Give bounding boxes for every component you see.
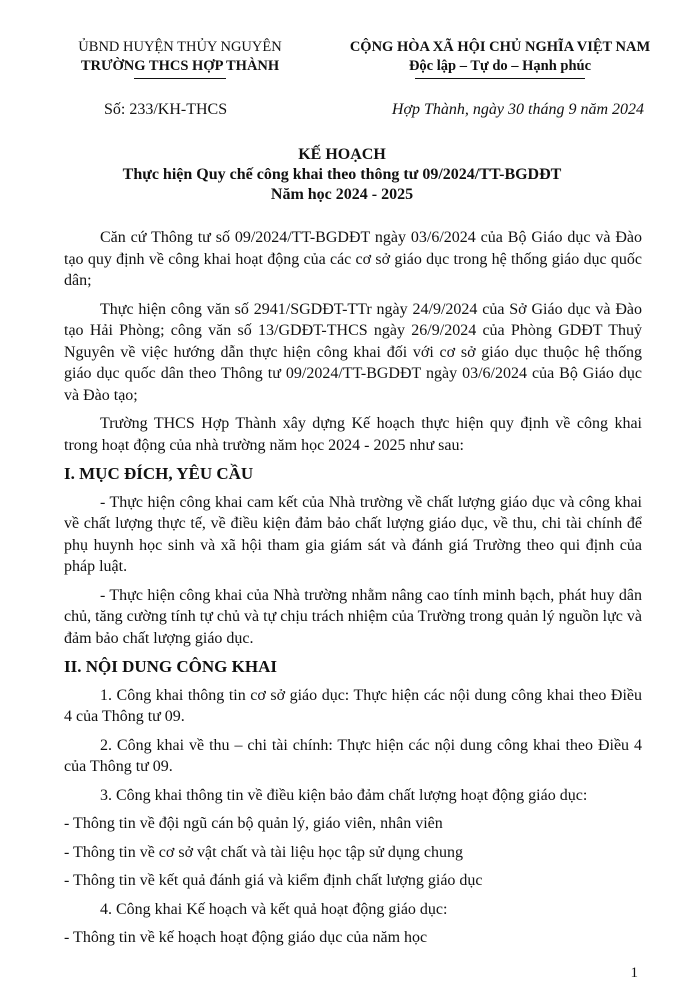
district-name: ỦBND HUYỆN THỦY NGUYÊN — [78, 39, 282, 55]
country-name: CỘNG HÒA XÃ HỘI CHỦ NGHĨA VIỆT NAM — [349, 39, 651, 55]
purpose-item: - Thực hiện công khai cam kết của Nhà trường về chất lượng giáo dục và công khai về chất lượng thực tế, về điều kiện đảm bảo chất lượng giáo dục, về thu, chi tài chính để phụ huynh học sinh và xã hội tham gia giám sát và đánh giá Trường theo qui định của pháp luật. — [64, 493, 642, 575]
document-body — [64, 227, 642, 956]
motto-underline — [415, 78, 585, 79]
motto: Độc lập – Tự do – Hạnh phúc — [408, 58, 592, 74]
national-motto — [340, 38, 660, 79]
issuing-authority — [60, 38, 300, 79]
content-item: 4. Công khai Kế hoạch và kết quả hoạt động giáo dục: — [100, 900, 448, 918]
content-item: 3. Công khai thông tin về điều kiện bảo đảm chất lượng hoạt động giáo dục: — [100, 786, 588, 804]
title-subject: Thực hiện Quy chế công khai theo thông tư 09/2024/TT-BGDĐT — [122, 166, 562, 183]
section-heading-purpose: I. MỤC ĐÍCH, YÊU CẦU — [64, 464, 254, 483]
purpose-item: - Thực hiện công khai của Nhà trường nhằm nâng cao tính minh bạch, phát huy dân chủ, tăng cường tính tự chủ và tự chịu trách nhiệm của Trường trong quản lý nguồn lực và đảm bảo chất lượng giáo dục. — [64, 586, 642, 647]
content-bullet: - Thông tin về đội ngũ cán bộ quản lý, giáo viên, nhân viên — [64, 815, 443, 832]
content-bullet: - Thông tin về kế hoạch hoạt động giáo dục của năm học — [64, 929, 428, 946]
paragraph-implementation: Thực hiện công văn số 2941/SGDĐT-TTr ngày 24/9/2024 của Sở Giáo dục và Đào tạo Hải Phòng; công văn số 13/GDĐT-THCS ngày 26/9/2024 của Phòng GDĐT Thuỷ Nguyên về việc hướng dẫn thực hiện công khai đối với cơ sở giáo dục thuộc hệ thống giáo dục quốc dân theo Thông tư 09/2024/TT-BGDĐT ngày 03/6/2024 của Bộ Giáo dục và Đào tạo; — [64, 300, 642, 404]
title-year: Năm học 2024 - 2025 — [270, 186, 414, 203]
title-type: KẾ HOẠCH — [298, 146, 386, 163]
school-name: TRƯỜNG THCS HỢP THÀNH — [80, 58, 280, 74]
content-bullet: - Thông tin về kết quả đánh giá và kiểm định chất lượng giáo dục — [64, 872, 483, 889]
section-heading-content: II. NỘI DUNG CÔNG KHAI — [64, 657, 277, 676]
page-number: 1 — [630, 965, 638, 981]
document-number: Số: 233/KH-THCS — [104, 101, 228, 118]
document-date: Hợp Thành, ngày 30 tháng 9 năm 2024 — [391, 101, 644, 118]
paragraph-intro: Trường THCS Hợp Thành xây dựng Kế hoạch thực hiện quy định về công khai trong hoạt động của nhà trường năm học 2024 - 2025 như sau: — [64, 415, 642, 454]
content-item: 2. Công khai về thu – chi tài chính: Thực hiện các nội dung công khai theo Điều 4 của Thông tư 09. — [64, 736, 642, 775]
school-underline — [134, 78, 226, 79]
content-bullet: - Thông tin về cơ sở vật chất và tài liệu học tập sử dụng chung — [64, 843, 463, 861]
paragraph-legal-basis: Căn cứ Thông tư số 09/2024/TT-BGDĐT ngày 03/6/2024 của Bộ Giáo dục và Đào tạo quy định về công khai hoạt động của các cơ sở giáo dục trong hệ thống giáo dục quốc dân; — [64, 229, 642, 289]
content-item: 1. Công khai thông tin cơ sở giáo dục: Thực hiện các nội dung công khai theo Điều 4 của Thông tư 09. — [64, 686, 642, 725]
document-title — [0, 145, 684, 205]
